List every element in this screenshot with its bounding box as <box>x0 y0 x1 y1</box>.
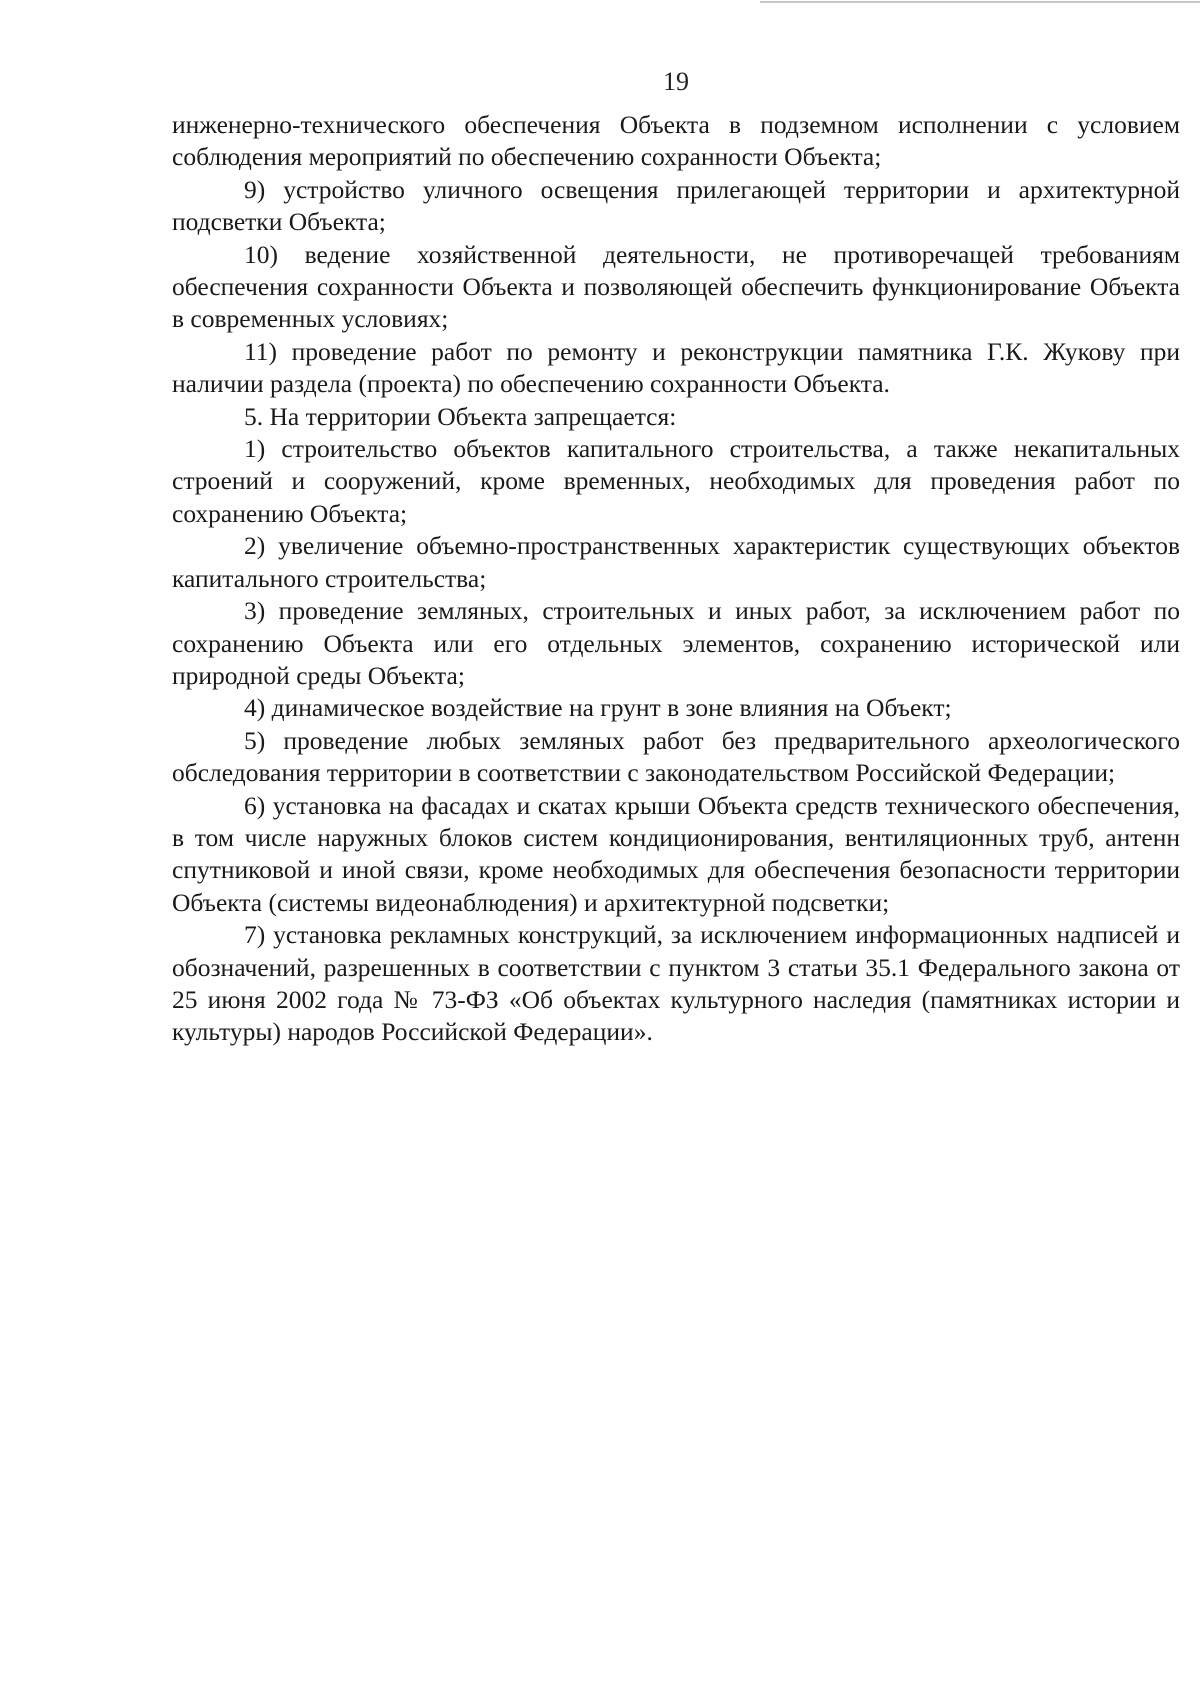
list-item-9: 9) устройство уличного освещения прилегающей территории и архитектурной подсветки Объекта; <box>172 174 1180 237</box>
section-heading-5: 5. На территории Объекта запрещается: <box>244 401 677 431</box>
page-number: 19 <box>663 67 689 96</box>
document-body <box>172 109 1180 1049</box>
prohibition-item-5: 5) проведение любых земляных работ без предварительного археологического обследования территории в соответствии с законодательством Российской Федерации; <box>172 725 1180 788</box>
list-item-10: 10) ведение хозяйственной деятельности, не противоречащей требованиям обеспечения сохранности Объекта и позволяющей обеспечить функционирование Объекта в современных условиях; <box>172 239 1180 334</box>
list-item-11: 11) проведение работ по ремонту и реконструкции памятника Г.К. Жукову при наличии раздела (проекта) по обеспечению сохранности Объекта. <box>172 336 1180 399</box>
paragraph-continuation: инженерно-технического обеспечения Объекта в подземном исполнении с условием соблюдения мероприятий по обеспечению сохранности Объекта; <box>172 110 1180 172</box>
prohibition-item-4: 4) динамическое воздействие на грунт в зоне влияния на Объект; <box>244 693 952 723</box>
prohibition-item-1: 1) строительство объектов капитального строительства, а также некапитальных строений и сооружений, кроме временных, необходимых для проведения работ по сохранению Объекта; <box>172 434 1180 528</box>
prohibition-item-2: 2) увеличение объемно-пространственных характеристик существующих объектов капитального строительства; <box>172 531 1180 593</box>
prohibition-item-3: 3) проведение земляных, строительных и иных работ, за исключением работ по сохранению Объекта или его отдельных элементов, сохранению исторической или природной среды Объекта; <box>172 596 1180 690</box>
prohibition-item-6: 6) установка на фасадах и скатах крыши Объекта средств технического обеспечения, в том числе наружных блоков систем кондиционирования, вентиляционных труб, антенн спутниковой и иной связи, кроме необходимых для обеспечения безопасности территории Объекта (системы видеонаблюдения) и архитектурной подсветки; <box>172 790 1180 917</box>
scan-edge-line <box>760 1 1200 3</box>
prohibition-item-7: 7) установка рекламных конструкций, за исключением информационных надписей и обозначений, разрешенных в соответствии с пунктом 3 статьи 35.1 Федерального закона от 25 июня 2002 года № 73-ФЗ «Об объектах культурного наследия (памятниках истории и культуры) народов Российской Федерации». <box>172 920 1180 1047</box>
